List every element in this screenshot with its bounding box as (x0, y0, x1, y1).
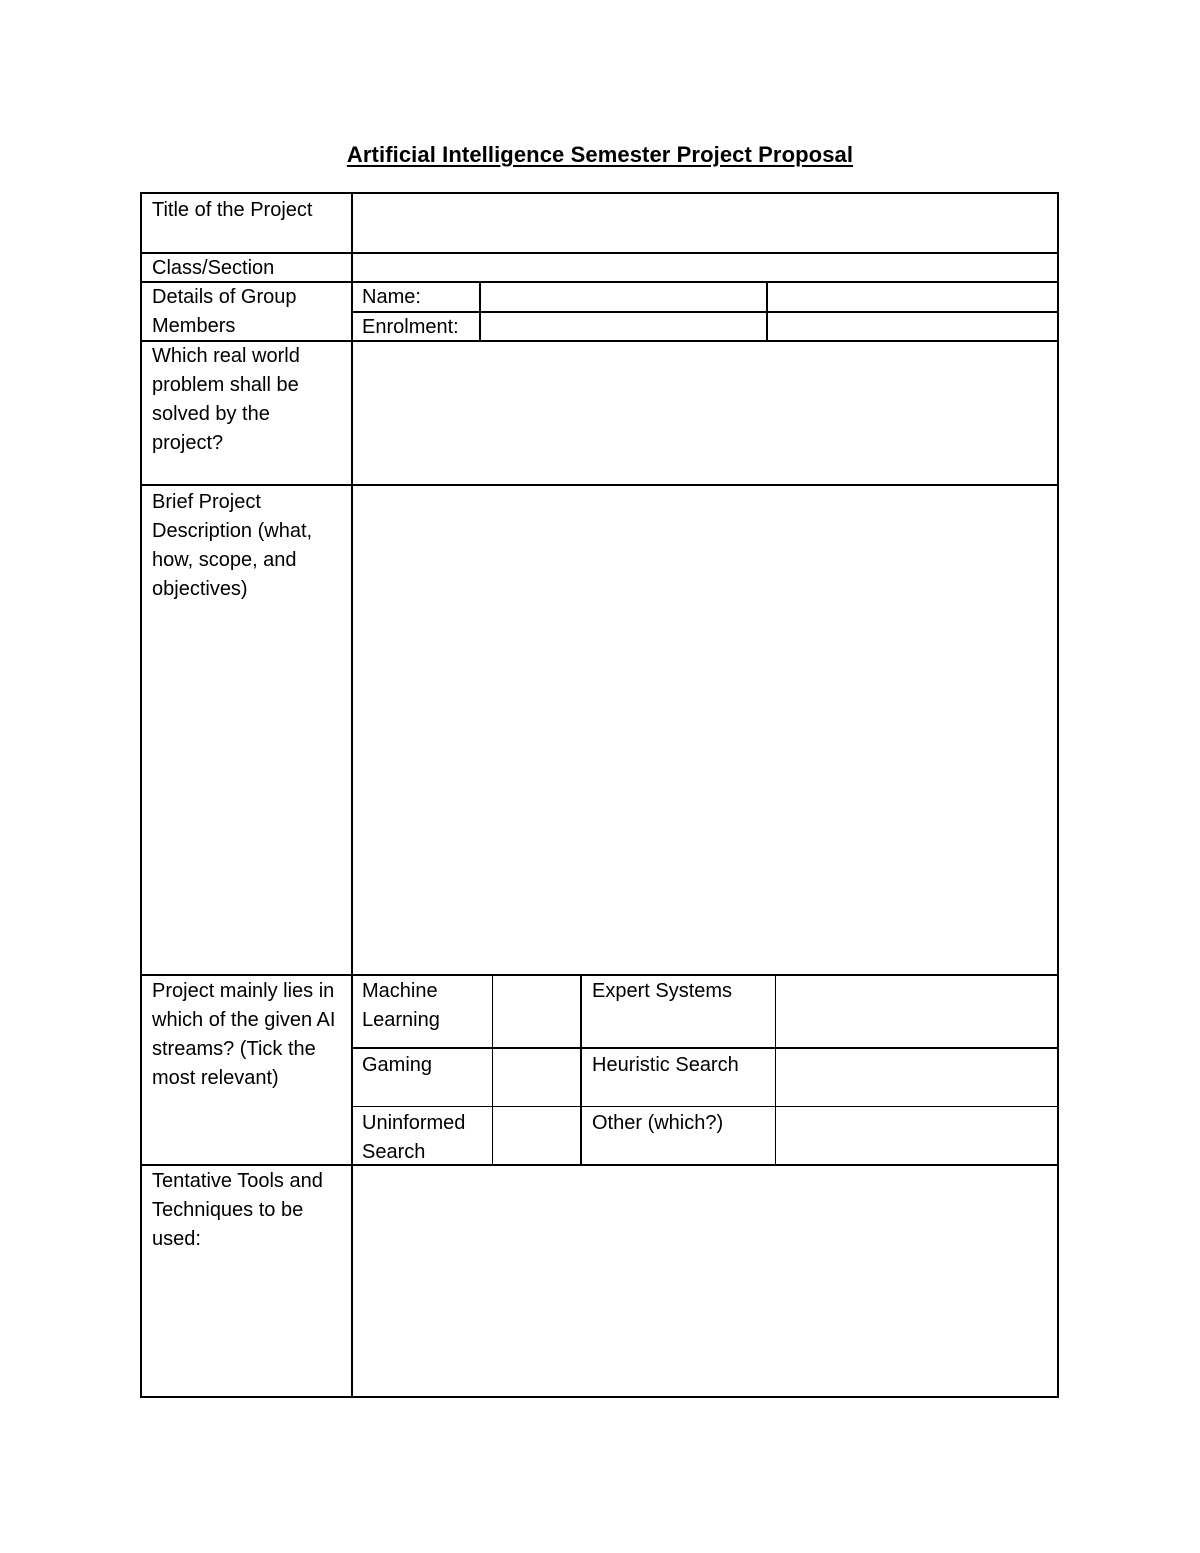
stream-heuristic-search-label: Heuristic Search (592, 1054, 739, 1076)
machine-learning-tick-box[interactable] (494, 977, 579, 1046)
member-2-name-field[interactable] (769, 284, 1056, 310)
row-divider (140, 1164, 1059, 1166)
heuristic-search-tick-box[interactable] (777, 1050, 1056, 1105)
other-stream-field[interactable] (777, 1108, 1056, 1163)
streams-col-divider (775, 974, 776, 1166)
members-col-divider (766, 281, 768, 342)
page-title: Artificial Intelligence Semester Project Proposal (346, 142, 854, 167)
stream-gaming-label: Gaming (362, 1054, 433, 1076)
gaming-tick-box[interactable] (494, 1050, 579, 1105)
streams-row-divider (351, 1106, 1059, 1107)
stream-other-label: Other (which?) (592, 1112, 724, 1134)
uninformed-search-tick-box[interactable] (494, 1108, 579, 1163)
row-divider (140, 974, 1059, 976)
stream-expert-systems-label: Expert Systems (592, 980, 733, 1002)
row-divider (140, 484, 1059, 486)
project-description-label: Brief Project Description (what, how, scope, and objectives) (152, 491, 318, 600)
member-1-enrolment-field[interactable] (482, 314, 765, 339)
member-name-label: Name: (362, 286, 421, 308)
tools-techniques-label: Tentative Tools and Techniques to be used: (152, 1170, 329, 1250)
streams-row-divider (351, 1047, 1059, 1049)
streams-col-divider (580, 974, 582, 1166)
column-divider (351, 192, 353, 1398)
real-world-problem-field[interactable] (354, 343, 1056, 483)
expert-systems-tick-box[interactable] (777, 977, 1056, 1046)
members-col-divider (479, 281, 481, 342)
member-1-name-field[interactable] (482, 284, 765, 310)
project-title-field[interactable] (354, 195, 1056, 251)
streams-col-divider (492, 974, 493, 1166)
class-section-field[interactable] (354, 255, 1056, 280)
member-2-enrolment-field[interactable] (769, 314, 1056, 339)
stream-uninformed-search-label: Uninformed Search (362, 1112, 471, 1163)
project-description-field[interactable] (354, 487, 1056, 973)
group-members-label: Details of Group Members (152, 286, 303, 337)
member-enrolment-label: Enrolment: (362, 316, 459, 338)
tools-techniques-field[interactable] (354, 1167, 1056, 1395)
title-of-project-label: Title of the Project (152, 199, 313, 221)
ai-streams-label: Project mainly lies in which of the given AI streams? (Tick the most relevant) (152, 980, 342, 1089)
stream-machine-learning-label: Machine Learning (362, 980, 444, 1031)
real-world-problem-label: Which real world problem shall be solved by the project? (152, 345, 306, 454)
class-section-label: Class/Section (152, 257, 275, 279)
